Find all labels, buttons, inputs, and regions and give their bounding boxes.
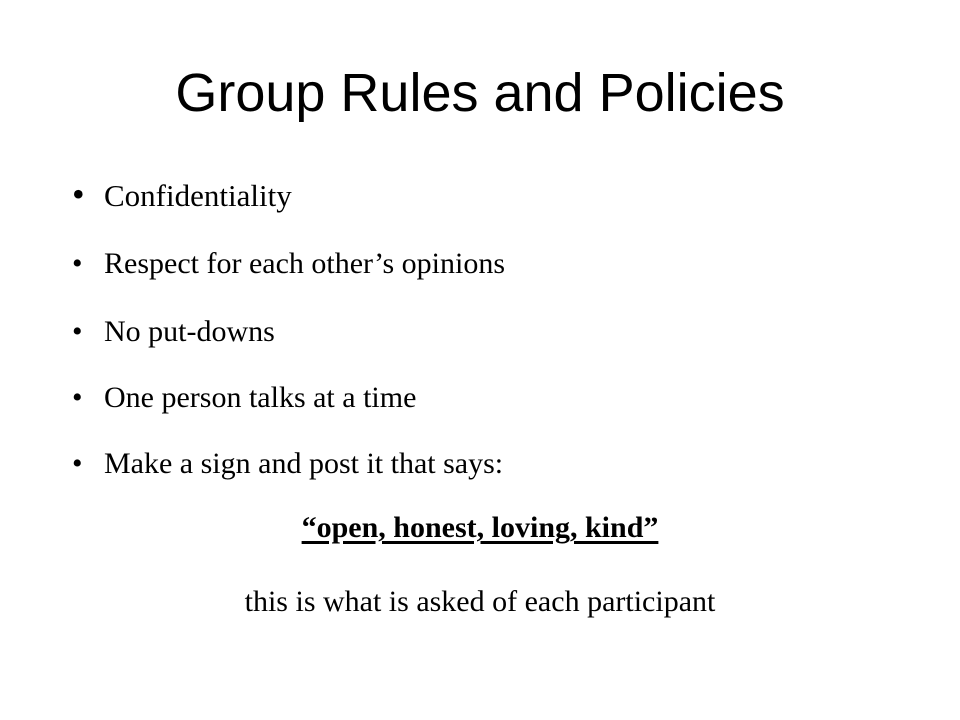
bullet-text: No put-downs [104, 315, 275, 348]
list-item [72, 380, 416, 416]
list-item [72, 176, 292, 214]
slide-title: Group Rules and Policies [175, 63, 785, 123]
bullet-icon: • [72, 247, 83, 280]
bullet-icon: • [72, 381, 83, 414]
bullet-text: Make a sign and post it that says: [104, 447, 504, 480]
motto-text: “open, honest, loving, kind” [301, 511, 659, 544]
list-item [72, 246, 505, 282]
list-item [72, 314, 275, 350]
bullet-icon: • [72, 315, 83, 348]
bullet-text: Confidentiality [104, 178, 292, 213]
list-item [72, 446, 503, 482]
bullet-icon: • [72, 174, 85, 214]
bullet-text: One person talks at a time [104, 381, 417, 414]
participant-note: this is what is asked of each participant [244, 585, 716, 618]
bullet-text: Respect for each other’s opinions [104, 247, 506, 280]
bullet-icon: • [72, 447, 83, 480]
